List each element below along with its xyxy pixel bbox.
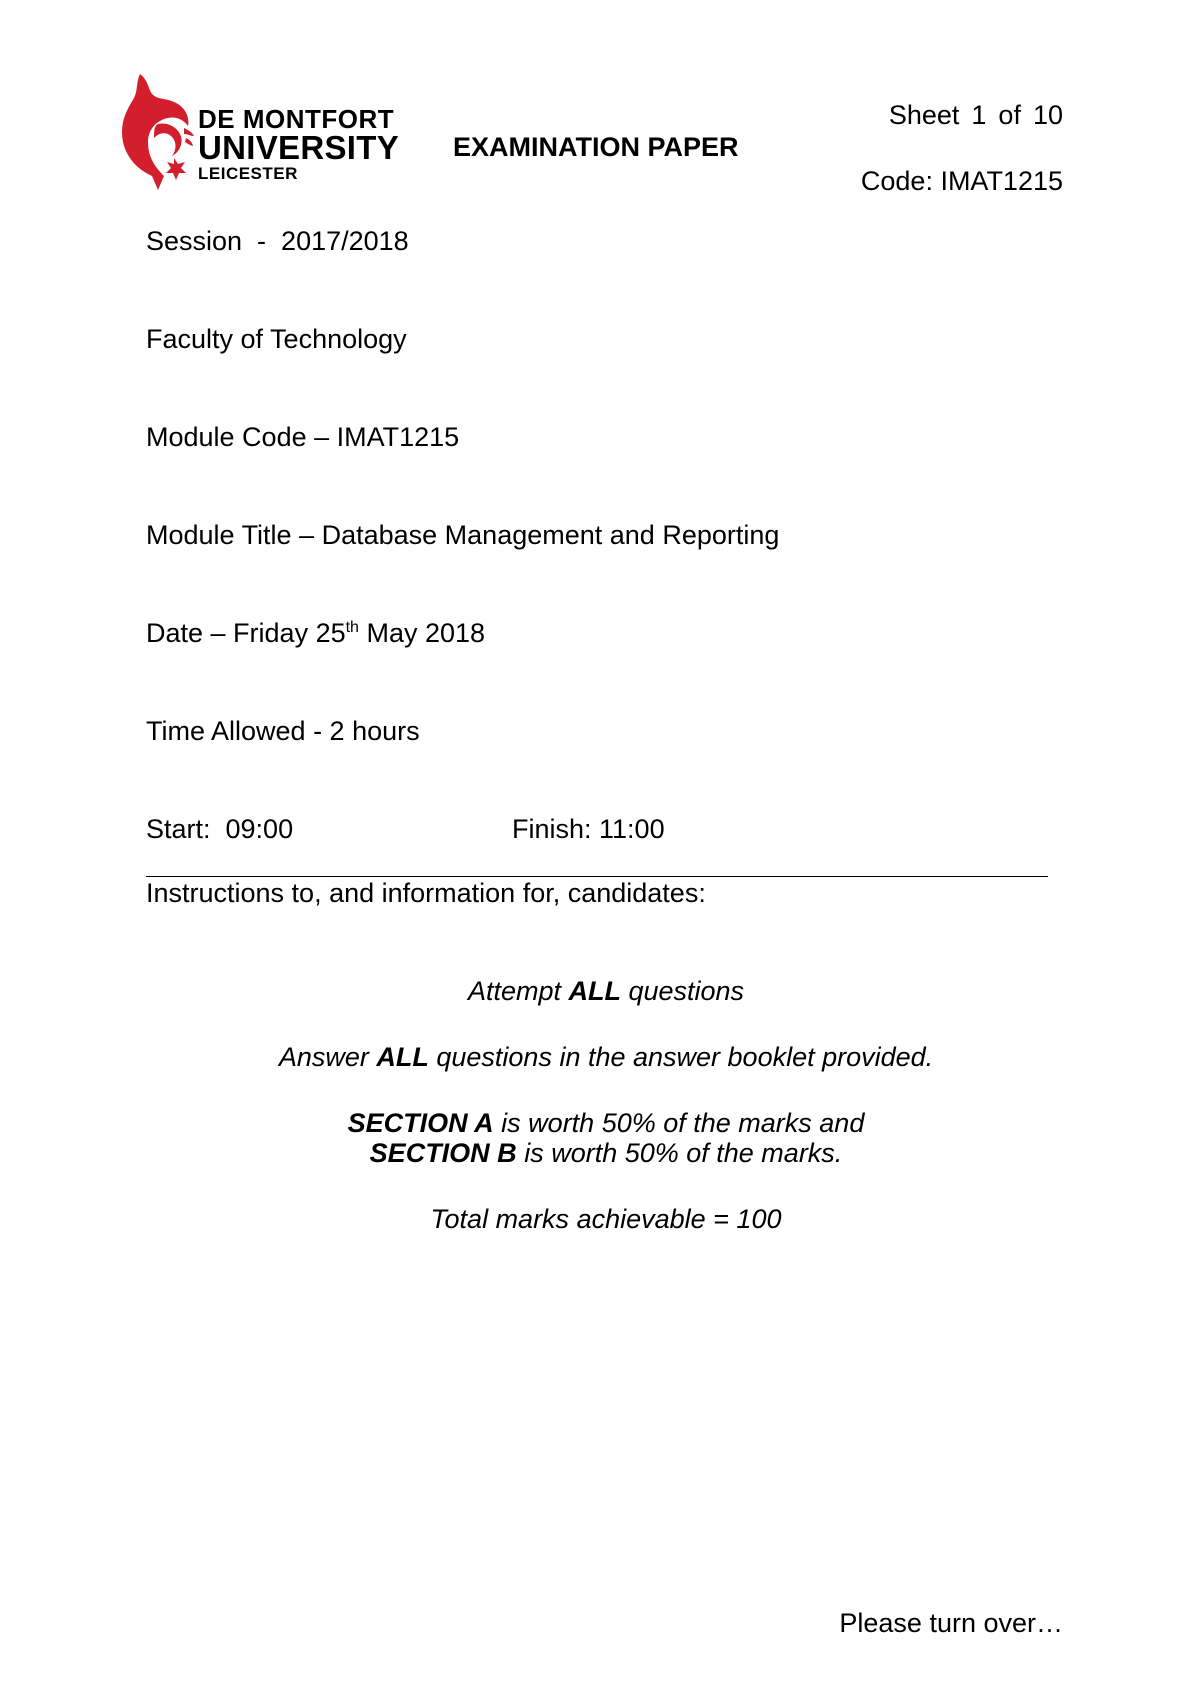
module-code: Module Code – IMAT1215	[146, 422, 460, 452]
logo-line-1: DE MONTFORT	[198, 104, 395, 134]
university-logo	[118, 72, 408, 192]
sheet-total: 10	[1032, 100, 1063, 130]
section-b-text: is worth 50% of the marks.	[516, 1138, 843, 1168]
module-title: Module Title – Database Management and Reporting	[146, 520, 780, 550]
faculty: Faculty of Technology	[146, 324, 407, 354]
section-a-bold: SECTION A	[347, 1108, 494, 1138]
section-a-line	[0, 1108, 1200, 1139]
date-suffix: May 2018	[358, 618, 486, 648]
attempt-all-line	[0, 976, 1200, 1007]
exam-date	[146, 618, 485, 649]
logo-line-3: LEICESTER	[198, 164, 298, 183]
start-time: Start: 09:00	[146, 814, 294, 844]
sheet-number	[877, 100, 1063, 131]
answer-post: questions in the answer booklet provided.	[428, 1042, 934, 1072]
section-b-line	[0, 1138, 1200, 1169]
answer-all-line	[0, 1042, 1200, 1073]
attempt-pre: Attempt	[467, 976, 569, 1006]
lion-icon	[118, 72, 198, 192]
sheet-current: 1	[971, 100, 987, 130]
answer-pre: Answer	[278, 1042, 377, 1072]
total-marks: Total marks achievable = 100	[430, 1204, 782, 1234]
session: Session - 2017/2018	[146, 226, 409, 256]
time-allowed: Time Allowed - 2 hours	[146, 716, 420, 746]
section-a-text: is worth 50% of the marks and	[493, 1108, 865, 1138]
exam-title: EXAMINATION PAPER	[453, 132, 739, 162]
sheet-label: Sheet	[888, 100, 960, 130]
answer-bold: ALL	[376, 1042, 429, 1072]
date-ordinal: th	[345, 619, 359, 636]
attempt-bold: ALL	[568, 976, 621, 1006]
date-prefix: Date – Friday 25	[146, 618, 346, 648]
attempt-post: questions	[620, 976, 745, 1006]
logo-wordmark	[198, 106, 399, 184]
instructions-heading: Instructions to, and information for, candidates:	[146, 878, 706, 908]
exam-code: Code: IMAT1215	[860, 166, 1063, 196]
section-b-bold: SECTION B	[369, 1138, 517, 1168]
finish-time: Finish: 11:00	[512, 814, 665, 844]
logo-line-2: UNIVERSITY	[198, 129, 400, 166]
divider	[146, 876, 1048, 877]
sheet-of: of	[998, 100, 1021, 130]
please-turn-over: Please turn over…	[839, 1608, 1063, 1638]
